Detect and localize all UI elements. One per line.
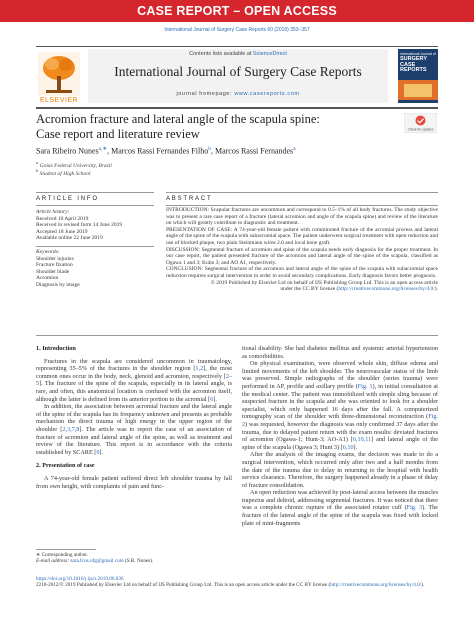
affiliation-text: Goiás Federal University, Brazil — [39, 162, 112, 169]
article-title-line-2: Case report and literature review — [36, 126, 200, 141]
citation-link[interactable]: 6 — [210, 395, 214, 403]
article-info-sub-rule — [36, 205, 154, 206]
homepage-line — [88, 91, 388, 97]
case-report-banner: CASE REPORT – OPEN ACCESS — [0, 0, 474, 22]
right-p2-text: ), in initial consultation at the medical center. The patient was immobilized with simple sling because of suspected fracture in the scapula and she was oriented to look for a shoulder specialist, which only happened 16 days after the fall. A computerized tomography scan of the shoulder with three-dimensional reconstruction ( — [242, 382, 438, 421]
citation-link[interactable]: 2,3,7,8 — [62, 425, 80, 433]
article-title-line-1: Acromion fracture and lateral angle of the scapula spine: — [36, 112, 320, 126]
license-line-1: © 2019 Published by Elsevier Ltd on behalf of IJS Publishing Group Ltd. This is an open access article — [210, 279, 438, 286]
citation-link[interactable]: 2–5 — [36, 372, 232, 388]
keywords-label: Keywords: — [36, 249, 60, 255]
abstract-body — [166, 207, 438, 293]
abstract-presentation: PRESENTATION OF CASE: A 74-year-old female patient with comminuted fracture of the acromial process and lateral angle of the spine of the scapula with subacromial space. The patient underwent surgical treatment with open reduction and use of blocked plaque, two plain Steinmann wires 2.0 and local bone graft. — [166, 226, 438, 246]
contents-line — [88, 51, 388, 57]
author-separator: , — [210, 146, 215, 156]
article-title — [36, 112, 406, 141]
article-info-heading: ARTICLE INFO — [36, 196, 99, 202]
intro-paragraph-1 — [36, 358, 232, 404]
case-heading: 2. Presentation of case — [36, 462, 95, 470]
abstract-bottom-rule — [36, 335, 438, 336]
affiliation-text: Student of High School — [39, 170, 91, 177]
abstract-license — [166, 280, 438, 293]
crossmark-label: Check for updates — [407, 127, 434, 132]
homepage-prefix: journal homepage: — [176, 91, 235, 97]
intro-p2-text: ]. The article was to report the case of an association of fracture of acromion and lateral angle of the spine, as well as treatment and review of the literature. This report is in accordance with the criteria established by SCARE [ — [36, 425, 232, 456]
intro-p1-text: ]. The fracture of the spine of the scapula, especially in its lateral angle, is rare, and often, this anatomical location is confused with the acromion itself, although the latter is defined from its anterior portion to the acromial [ — [36, 380, 232, 403]
footer-license-link[interactable]: http://creativecommons.org/licenses/by/4.0/ — [330, 582, 422, 589]
citation-link[interactable]: 6,10,11 — [352, 436, 372, 444]
page-footer — [36, 576, 438, 589]
history-item: Available online 22 June 2019 — [36, 235, 103, 242]
cover-yellow-strip — [404, 84, 432, 97]
intro-paragraph-2 — [36, 403, 232, 456]
keywords — [36, 249, 154, 289]
abstract-discussion: DISCUSSION: Segmental fracture of acromion and spine of the scapula needs early diagnosis for the proper treatment. In our case report, the patient presented fracture of the acromion and lateral angle of the spine of the scapula, classified as Ogawa 1 and 3; Kuhn 3; and AO A1, respectively. — [166, 246, 438, 266]
case-paragraph-1: A 74-year-old female patient suffered direct left shoulder trauma by fall from own height, with complaints of pain and func- — [36, 474, 232, 490]
affiliation-mark: a — [36, 160, 39, 165]
intro-p2-text: In addition, the association between acromial fracture and the lateral angle of the spine of the scapula has its frequency unknown and presents as probable mechanism the direct trauma of high energy in the upper region of the shoulder [ — [36, 403, 232, 433]
corresponding-author-note — [36, 552, 232, 565]
affiliation-b — [36, 168, 91, 177]
email-link[interactable]: sara.fcus.ufg@gmail.com — [70, 558, 124, 565]
email-suffix: (S.R. Nunes). — [123, 558, 154, 565]
intro-p1-text: ], the most common ones occur in the body, neck, glenoid and acromion, respectively [ — [36, 365, 233, 380]
elsevier-tree-logo — [38, 52, 80, 96]
right-p2-text: ) was requested, however the diagnosis was only confirmed 37 days after the trauma, due to delayed patient return with the exam results: deviated fractures of acromion (Ogawa-1; Hunt-3; AO-A1) [ — [242, 420, 438, 444]
right-paragraph-4 — [242, 489, 438, 527]
history-item: Received 10 April 2019 — [36, 215, 89, 222]
email-label: E-mail address: — [36, 558, 71, 565]
intro-p2-text: ]. — [99, 448, 104, 456]
right-p4-text: An open reduction was achieved by post-lateral access between the muscles trapezius and deltoid, addressing segmental fractures. It was noticed that there was a complete chronic rupture of the associated rotator cuff ( — [242, 489, 438, 512]
right-p4-text: ). The fracture of the lateral angle of the spine of the scapula was fixed with locked plate of mini-fragments — [242, 504, 438, 527]
footer-suffix: ). — [421, 582, 425, 589]
license-prefix: under the CC BY license ( — [280, 286, 339, 293]
right-paragraph-1: tional disability. She had diabetes mellitus and systemic arterial hypertension as comorbidities. — [242, 345, 438, 360]
abstract-sub-rule — [166, 205, 438, 206]
intro-p1-text: Fractures in the scapula are considered uncommon in traumatology, representing 35–5% of the fractures in the shoulder region [ — [36, 357, 232, 373]
abstract-introduction: INTRODUCTION: Scapular fractures are uncommon and correspond to 0.5–1% of all body fractures. The study objective was to present a rare case report of a fracture (lateral acromion and angle of the scapula spine) and review of the literature on which will greatly contribute to diagnostic and treatment. — [166, 207, 438, 227]
check-for-updates-icon[interactable] — [404, 113, 437, 133]
history-item: Accepted 18 June 2019 — [36, 228, 88, 235]
author-name[interactable]: Marcos Rassi Fernandes — [214, 146, 294, 156]
figure-link[interactable]: Fig. 1 — [357, 382, 373, 390]
author-separator: , — [107, 146, 112, 156]
keyword-item: Shoulder injuries — [36, 255, 74, 262]
author-name[interactable]: Marcos Rassi Fernandes Filho — [111, 146, 209, 156]
body-right-column — [242, 345, 438, 527]
author-marks: a,∗ — [98, 146, 108, 152]
right-p2-text: On physical examination, were observed whole skin, diffuse edema and limited movements of the left shoulder. The neurovascular status of the limb was preserved. Simple radiographs of the shoulder (series trauma) were performed in AP, profile and axillary profile ( — [242, 360, 438, 390]
author-marks: a — [293, 146, 296, 152]
citation-link[interactable]: 6,10 — [342, 443, 354, 451]
right-p2-text: ] and lateral angle of the spine of the scapula (Ogawa 3; Hunt 3) [ — [242, 436, 438, 451]
article-info-top-rule — [36, 192, 154, 193]
history-label: Article history: — [36, 209, 70, 215]
intro-p1-text: ]. — [213, 395, 217, 403]
abstract-top-rule — [166, 192, 438, 193]
affiliation-mark: b — [36, 168, 39, 173]
footnote-rule — [36, 549, 96, 550]
publisher-wordmark — [36, 97, 82, 104]
body-left-column — [36, 345, 232, 490]
citation-link[interactable]: 9 — [96, 448, 100, 456]
corresponding-label: ∗ Corresponding author. — [36, 552, 89, 558]
homepage-link[interactable]: www.casereports.com — [234, 91, 300, 97]
figure-link[interactable]: Fig. 3 — [406, 504, 423, 512]
history-item: Received in revised form 14 June 2019 — [36, 222, 123, 229]
license-suffix: ). — [434, 286, 438, 293]
keyword-item: Diagnosis by image — [36, 281, 80, 288]
figure-link[interactable]: Fig. 2 — [242, 413, 438, 428]
keyword-item: Acromion — [36, 275, 59, 282]
author-marks: b — [208, 146, 211, 152]
journal-citation-link[interactable]: International Journal of Surgery Case Reports 60 (2019) 353–357 — [164, 27, 310, 33]
journal-cover-image — [398, 49, 438, 103]
keyword-item: Fracture fixation — [36, 262, 73, 269]
abstract-conclusion: CONCLUSION: Segmental fracture of the acromion and lateral angle of the spine of the scapula with subacromial space reduction requires surgical intervention in order to avoid secondary complications. Early diagnosis favors better prognosis. — [166, 266, 438, 279]
journal-header — [36, 46, 438, 109]
keyword-item: Shoulder blade — [36, 268, 70, 275]
contents-prefix: Contents lists available at — [189, 51, 253, 57]
doi-link[interactable]: https://doi.org/10.1016/j.ijscr.2019.06.036 — [36, 576, 124, 582]
right-paragraph-2 — [242, 360, 438, 451]
footer-copyright: 2210-2612/© 2019 Published by Elsevier Ltd on behalf of IJS Publishing Group Ltd. This is an open access article under the CC BY license ( — [36, 582, 331, 589]
right-paragraph-3: After the analysis of the imaging exams, the decision was made to do a surgical intervention, which occurred only after two and a half months from the date of the trauma due to delay in returning to the hospital with health service clearance. Therefore, the surgery happened already in a phase of delay of fracture consolidation. — [242, 451, 438, 489]
citation-link[interactable]: 1,2 — [195, 365, 204, 373]
cover-title-text: SURGERY CASE REPORTS — [400, 56, 427, 74]
sciencedirect-link[interactable]: ScienceDirect — [252, 51, 287, 57]
license-link[interactable]: http://creativecommons.org/licenses/by/4.0/ — [338, 286, 435, 293]
right-p2-text: ]. — [353, 443, 358, 451]
cover-top-text: International Journal of — [400, 52, 436, 56]
journal-title: International Journal of Surgery Case Reports — [114, 64, 362, 79]
introduction-heading: 1. Introduction — [36, 345, 76, 352]
keywords-rule — [36, 246, 154, 247]
author-name[interactable]: Sara Ribeiro Nunes — [36, 146, 99, 156]
abstract-heading: ABSTRACT — [166, 196, 213, 202]
article-history — [36, 209, 154, 242]
publisher-logo-text: ELSEVIER — [39, 97, 79, 104]
author-list — [36, 146, 436, 156]
